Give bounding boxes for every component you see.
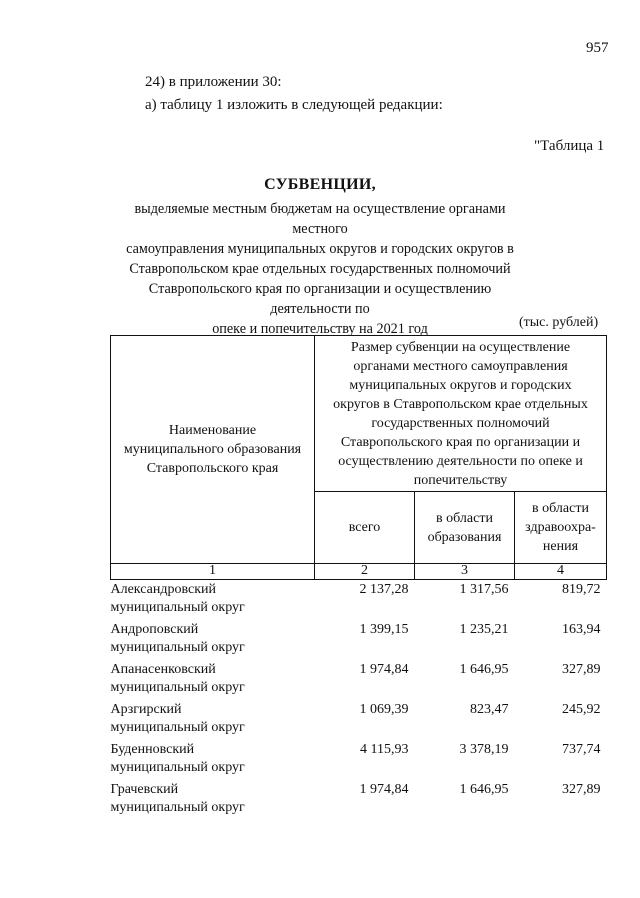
name-line: муниципальный округ	[110, 800, 245, 815]
header-line: образования	[427, 529, 502, 545]
header-line: органами местного самоуправления	[353, 358, 568, 374]
municipality-name	[111, 700, 315, 740]
name-line: муниципальный округ	[110, 720, 245, 735]
name-line: муниципальный округ	[110, 640, 245, 655]
value-health: 163,94	[562, 622, 601, 637]
header-line: округов в Ставропольском крае отдельных	[333, 396, 588, 412]
header-line: муниципальных округов и городских	[349, 377, 572, 393]
header-line: муниципального образования	[123, 442, 302, 457]
header-health	[515, 492, 607, 564]
header-total: всего	[315, 492, 415, 564]
header-municipality	[111, 336, 315, 564]
municipality-name	[111, 660, 315, 700]
value-education: 823,47	[470, 702, 509, 717]
value-health: 737,74	[562, 742, 601, 757]
value-health: 819,72	[562, 582, 601, 597]
name-line: муниципальный округ	[110, 760, 245, 775]
header-education	[415, 492, 515, 564]
municipality-name	[111, 740, 315, 780]
header-line: нения	[542, 539, 579, 554]
table-caption: "Таблица 1	[534, 138, 605, 154]
header-line: попечительству	[413, 472, 508, 488]
column-number: 4	[515, 564, 607, 580]
value-education: 1 646,95	[459, 782, 509, 797]
column-number: 2	[315, 564, 415, 580]
table-row	[111, 660, 607, 700]
intro-line-1: 24) в приложении 30:	[145, 74, 282, 90]
table-row	[111, 700, 607, 740]
subtitle-line: выделяемые местным бюджетам на осуществление органами местного	[134, 201, 506, 237]
value-health: 327,89	[562, 662, 601, 677]
header-line: осуществлению деятельности по опеке и	[338, 453, 583, 469]
value-total: 4 115,93	[360, 742, 409, 757]
page-number: 957	[586, 40, 609, 56]
table-row	[111, 780, 607, 820]
header-line: Ставропольского края по организации и	[340, 434, 581, 450]
header-line: государственных полномочий	[371, 415, 550, 431]
name-line: Александровский	[110, 582, 217, 597]
header-line: в области	[436, 510, 493, 526]
table-row	[111, 620, 607, 660]
value-total: 1 399,15	[359, 622, 409, 637]
table-row	[111, 740, 607, 780]
header-line: Размер субвенции на осуществление	[350, 339, 571, 355]
name-line: Арзгирский	[110, 702, 182, 717]
units-label: (тыс. рублей)	[519, 315, 599, 330]
document-title: СУБВЕНЦИИ,	[264, 176, 376, 193]
header-line: Наименование	[168, 423, 257, 438]
municipality-name	[111, 780, 315, 820]
intro-line-2: а) таблицу 1 изложить в следующей редакции:	[145, 97, 443, 113]
value-education: 1 646,95	[459, 662, 509, 677]
name-line: муниципальный округ	[110, 600, 245, 615]
value-total: 1 069,39	[359, 702, 409, 717]
value-health: 245,92	[562, 702, 601, 717]
value-health: 327,89	[562, 782, 601, 797]
value-education: 1 317,56	[459, 582, 509, 597]
subtitle-line: самоуправления муниципальных округов и городских округов в	[126, 241, 514, 257]
value-total: 1 974,84	[359, 782, 409, 797]
subtitle-line: Ставропольского края по организации и осуществлению деятельности по	[148, 281, 492, 317]
municipality-name	[111, 620, 315, 660]
municipality-name	[111, 580, 315, 621]
column-number: 1	[111, 564, 315, 580]
name-line: Андроповский	[110, 622, 199, 637]
name-line: Грачевский	[110, 782, 179, 797]
name-line: Апанасенковский	[110, 662, 216, 677]
table-row	[111, 580, 607, 621]
column-number: 3	[415, 564, 515, 580]
subtitle-line: опеке и попечительству на 2021 год	[212, 321, 428, 337]
header-line: здравоохра-	[525, 520, 596, 535]
header-subvention-size	[315, 336, 607, 492]
value-total: 2 137,28	[359, 582, 409, 597]
value-total: 1 974,84	[359, 662, 409, 677]
header-line: Ставропольского края	[146, 461, 279, 476]
value-education: 1 235,21	[459, 622, 509, 637]
name-line: муниципальный округ	[110, 680, 245, 695]
header-line: в области	[532, 501, 589, 516]
document-subtitle	[110, 199, 530, 339]
name-line: Буденновский	[110, 742, 195, 757]
subventions-table	[110, 335, 607, 820]
subtitle-line: Ставропольском крае отдельных государственных полномочий	[129, 261, 511, 277]
value-education: 3 378,19	[459, 742, 509, 757]
